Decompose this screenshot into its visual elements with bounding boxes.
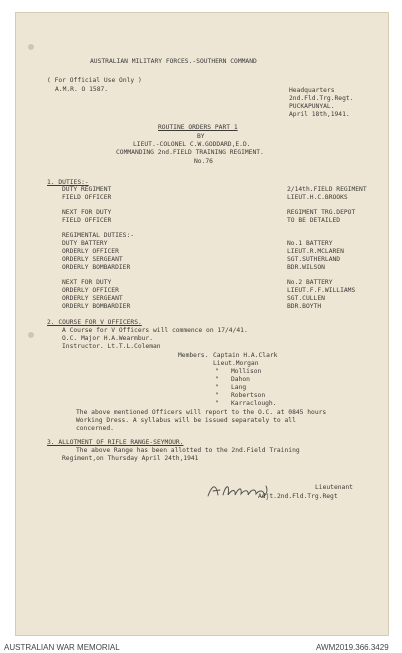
hq-date: April 18th,1941.	[289, 111, 350, 118]
signatory-rank: Lieutenant	[315, 484, 353, 491]
member-name: Lieut.Morgan	[213, 360, 259, 367]
duty-label: NEXT FOR DUTY	[62, 279, 112, 286]
course-paragraph-2: Working Dress. A syllabus will be issued separately to all	[76, 417, 296, 424]
title-line-1: ROUTINE ORDERS PART 1	[158, 124, 238, 131]
title-line-2: BY	[197, 133, 205, 140]
course-line-2: O.C. Major H.A.Wearmbur.	[62, 335, 153, 342]
member-name: Robertson	[231, 392, 266, 399]
duty-value: No.2 BATTERY	[287, 279, 333, 286]
member-name: Karraclough.	[231, 400, 277, 407]
title-line-4: COMMANDING 2nd.FIELD TRAINING REGIMENT.	[116, 149, 264, 156]
duties-heading: 1. DUTIES:-	[47, 179, 89, 186]
footer-source: AUSTRALIAN WAR MEMORIAL	[4, 643, 120, 652]
org-heading: AUSTRALIAN MILITARY FORCES.-SOUTHERN COMMAND	[90, 58, 257, 65]
duty-value: TO BE DETAILED	[287, 217, 341, 224]
members-label: Members.	[178, 352, 209, 359]
duty-value: 2/14th.FIELD REGIMENT	[287, 186, 367, 193]
course-heading: 2. COURSE FOR V OFFICERS.	[47, 319, 142, 326]
title-line-5: No.76	[194, 158, 213, 165]
member-name: Lang	[231, 384, 247, 391]
footer-catalogue-number: AWM2019.366.3429	[316, 643, 389, 652]
duty-label: ORDERLY BOMBARDIER	[62, 264, 131, 271]
duty-value: SGT.CULLEN	[287, 295, 325, 302]
allotment-heading: 3. ALLOTMENT OF RIFLE RANGE-SEYMOUR.	[47, 439, 184, 446]
duty-label: REGIMENTAL DUTIES:-	[62, 232, 135, 239]
reference-number: A.M.R. O 1587.	[55, 86, 109, 93]
signatory-appointment: Adjt.2nd.Fld.Trg.Regt	[258, 493, 338, 500]
official-use-line: ( For Official Use Only )	[47, 77, 142, 84]
allotment-line-2: Regiment,on Thursday April 24th,1941	[62, 455, 199, 462]
ditto-mark: "	[215, 368, 219, 375]
duty-label: ORDERLY OFFICER	[62, 287, 119, 294]
member-name: Dahon	[231, 376, 250, 383]
punch-hole	[28, 44, 34, 50]
duty-value: BDR.BOYTH	[287, 303, 322, 310]
duty-value: BDR.WILSON	[287, 264, 325, 271]
duty-label: ORDERLY BOMBARDIER	[62, 303, 131, 310]
duty-value: LIEUT.R.MCLAREN	[287, 248, 344, 255]
course-line-3: Instructor. Lt.T.L.Coleman	[62, 343, 161, 350]
duty-value: REGIMENT TRG.DEPOT	[287, 209, 356, 216]
ditto-mark: "	[215, 376, 219, 383]
hq-line-2: 2nd.Fld.Trg.Regt.	[289, 95, 354, 102]
duty-value: LIEUT.F.F.WILLIAMS	[287, 287, 356, 294]
hq-line-3: PUCKAPUNYAL.	[289, 103, 335, 110]
title-line-3: LIEUT.-COLONEL C.W.GODDARD,E.D.	[133, 141, 251, 148]
duty-value: SGT.SUTHERLAND	[287, 256, 341, 263]
allotment-line-1: The above Range has been allotted to the 2nd.Field Training	[76, 447, 300, 454]
duty-label: ORDERLY OFFICER	[62, 248, 119, 255]
duty-label: DUTY REGIMENT	[62, 186, 112, 193]
hq-line-1: Headquarters	[289, 87, 335, 94]
duty-label: FIELD OFFICER	[62, 194, 112, 201]
duty-value: LIEUT.H.C.BROOKS	[287, 194, 348, 201]
member-name: Mollison	[231, 368, 262, 375]
course-paragraph-3: concerned.	[76, 425, 114, 432]
ditto-mark: "	[215, 384, 219, 391]
duty-label: FIELD OFFICER	[62, 217, 112, 224]
duty-label: ORDERLY SERGEANT	[62, 256, 123, 263]
punch-hole	[28, 332, 34, 338]
ditto-mark: "	[215, 400, 219, 407]
member-name: Captain H.A.Clark	[213, 352, 278, 359]
duty-label: DUTY BATTERY	[62, 240, 108, 247]
ditto-mark: "	[215, 392, 219, 399]
course-paragraph-1: The above mentioned Officers will report to the O.C. at 0845 hours	[76, 409, 327, 416]
duty-label: ORDERLY SERGEANT	[62, 295, 123, 302]
duty-label: NEXT FOR DUTY	[62, 209, 112, 216]
duty-value: No.1 BATTERY	[287, 240, 333, 247]
course-line-1: A Course for V Officers will commence on 17/4/41.	[62, 327, 248, 334]
